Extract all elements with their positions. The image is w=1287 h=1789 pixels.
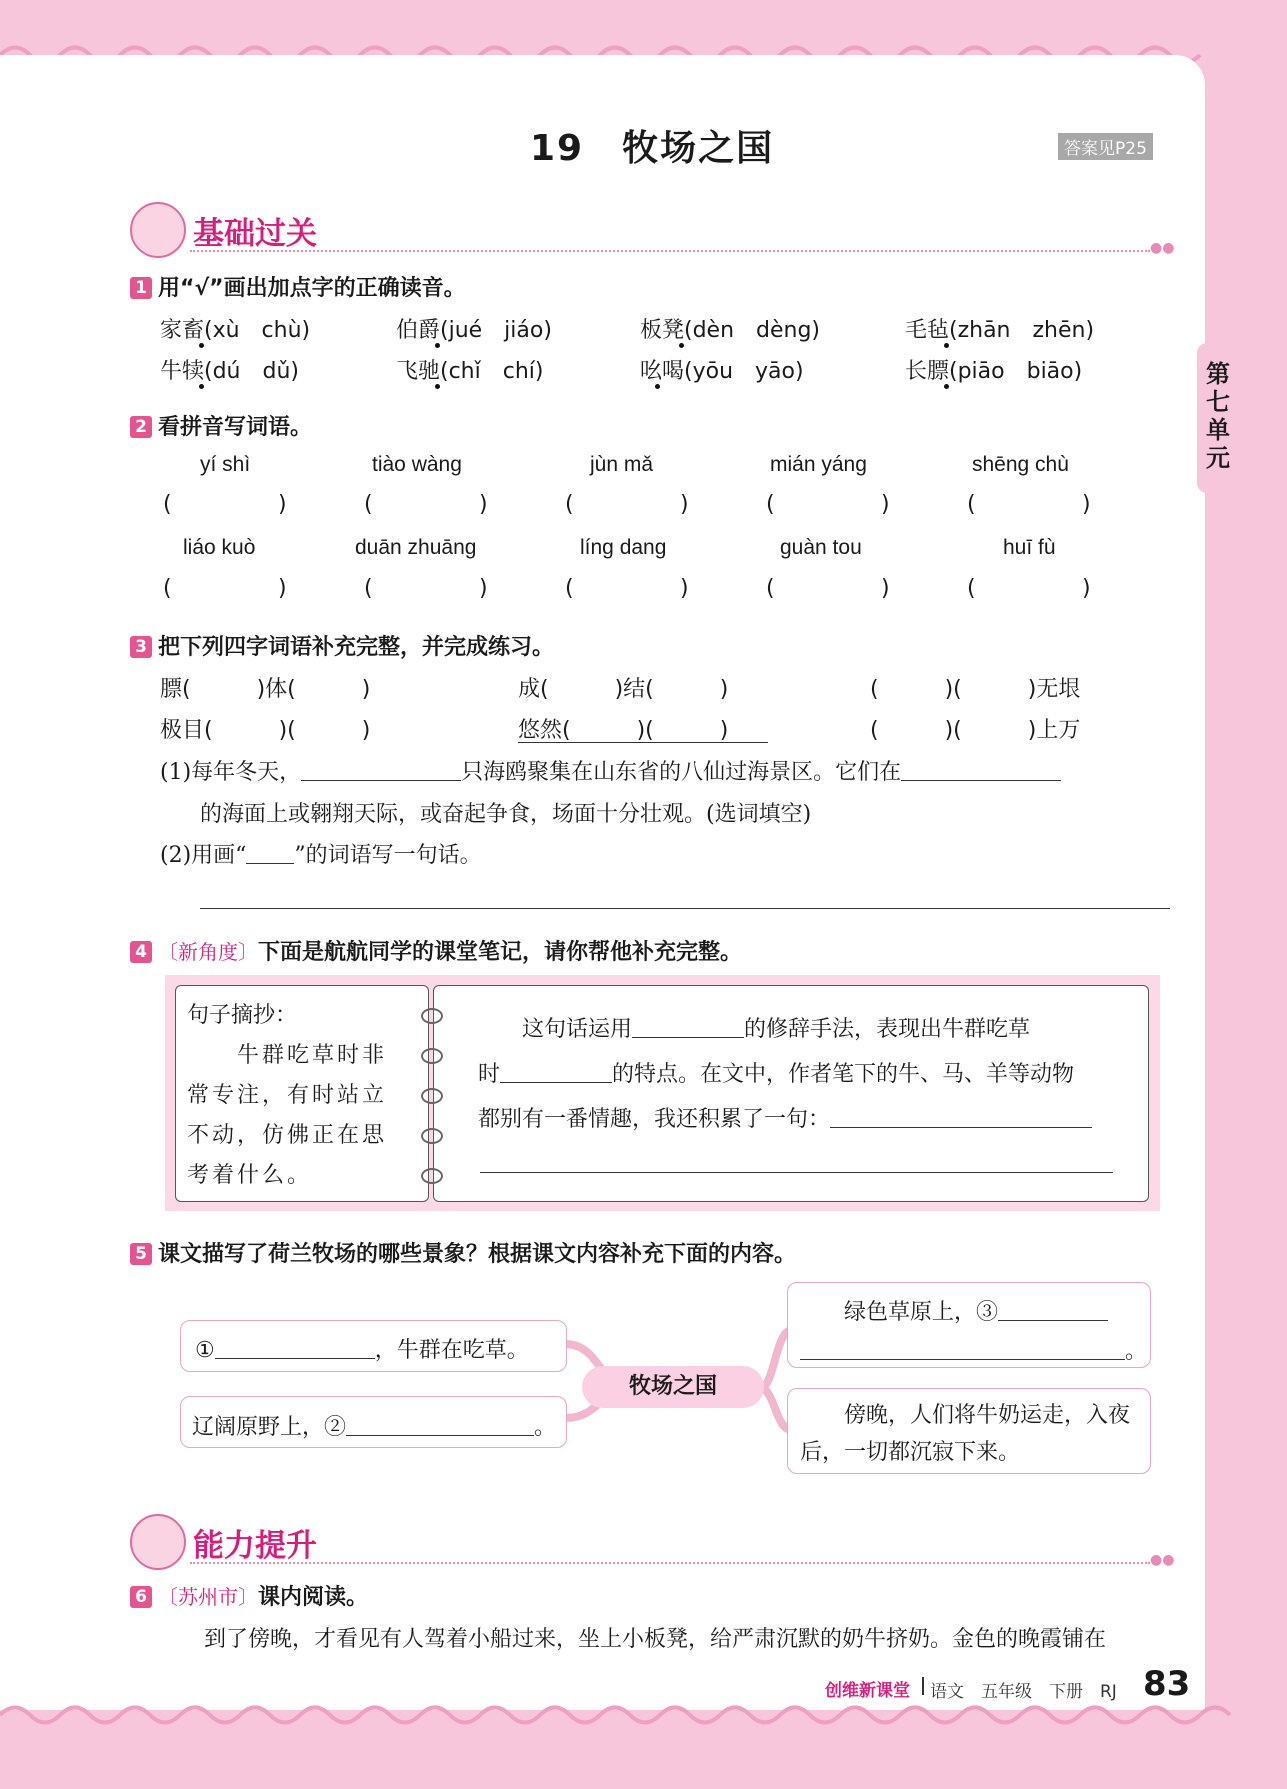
unit-side-tab-label: 第七单元 [1206, 360, 1230, 472]
question-5-prompt [130, 1237, 796, 1268]
mindmap-box-1-text [195, 1333, 529, 1364]
text: (2)用画“ [160, 843, 247, 868]
fill-blank[interactable] [346, 1415, 534, 1436]
q1-item: 长膘(piāo biāo) [905, 359, 1083, 384]
note-left-line: 常专注，有时站立 [187, 1083, 388, 1108]
answer-paren-close: ) [680, 576, 689, 601]
fill-blank[interactable] [246, 843, 294, 864]
answer-paren-open: ( [967, 492, 976, 517]
emphasis-dot [679, 343, 684, 348]
pinyin-label: huī fù [1003, 536, 1056, 559]
question-text: 下面是航航同学的课堂笔记，请你帮他补充完整。 [258, 940, 743, 965]
footer-brand: 创维新课堂 [825, 1681, 910, 1701]
idiom-blank: 膘( )体( ) [160, 677, 371, 702]
text: 绿色草原上，③ [800, 1300, 999, 1325]
q1-item: 板凳(dèn dèng) [640, 318, 821, 343]
fill-blank[interactable] [632, 1017, 744, 1038]
idiom-blank: ( )( )无垠 [870, 677, 1081, 702]
text: 只海鸥聚集在山东省的八仙过海景区。它们在 [461, 760, 902, 785]
mindmap-box-2-text [192, 1410, 556, 1441]
question-tag: 〔苏州市〕 [158, 1585, 258, 1609]
q1-item: 吆喝(yōu yāo) [640, 359, 804, 384]
question-number: 5 [130, 1243, 152, 1265]
answer-paren-close: ) [1082, 576, 1091, 601]
answer-paren-close: ) [479, 576, 488, 601]
note-left-line: 考着什么。 [187, 1163, 313, 1188]
note-right-line3 [478, 1102, 1092, 1133]
question-number: 4 [130, 941, 152, 963]
question-6-prompt [130, 1580, 368, 1611]
question-text: 用“√”画出加点字的正确读音。 [158, 276, 466, 301]
question-text: 把下列四字词语补充完整，并完成练习。 [158, 635, 555, 660]
emphasis-dot [655, 384, 660, 389]
question-3-prompt [130, 630, 554, 661]
question-text: 看拼音写词语。 [158, 415, 313, 440]
text: 。 [1125, 1339, 1148, 1364]
text: 都别有一番情趣，我还积累了一句： [478, 1107, 831, 1132]
text: (1)每年冬天， [160, 760, 302, 785]
fill-blank[interactable] [215, 1338, 375, 1359]
text: 这句话运用 [478, 1017, 633, 1042]
section-divider [190, 1562, 1150, 1564]
q1-item: 毛毡(zhān zhēn) [905, 318, 1095, 343]
answer-paren-open: ( [565, 492, 574, 517]
text: 时 [478, 1062, 501, 1087]
answer-paren-open: ( [967, 576, 976, 601]
note-left-title: 句子摘抄： [187, 1003, 298, 1028]
mindmap-box-4-text: 傍晚，人们将牛奶运走，入夜后，一切都沉寂下来。 [800, 1403, 1131, 1465]
fill-blank[interactable] [500, 1062, 612, 1083]
answer-paren-close: ) [1082, 492, 1091, 517]
fill-blank[interactable] [998, 1300, 1108, 1321]
idiom-blank: ( )( )上万 [870, 718, 1081, 743]
idiom-blank: 成( )结( ) [518, 677, 729, 702]
fill-blank[interactable] [901, 760, 1061, 781]
note-right-line2 [478, 1057, 1074, 1088]
note-left-line: 牛群吃草时非 [187, 1043, 388, 1068]
emphasis-dot [435, 343, 440, 348]
section-divider [190, 250, 1150, 252]
pinyin-label: jùn mǎ [590, 453, 654, 476]
pinyin-label: duān zhuāng [355, 536, 477, 559]
answer-paren-open: ( [364, 492, 373, 517]
binder-ring-icon [421, 1048, 443, 1064]
answer-paren-open: ( [766, 576, 775, 601]
note-left-line: 不动，仿佛正在思 [187, 1123, 388, 1148]
answer-paren-close: ) [881, 492, 890, 517]
fill-blank[interactable] [830, 1107, 1092, 1128]
answer-line[interactable] [480, 1172, 1113, 1173]
answer-paren-close: ) [680, 492, 689, 517]
footer-separator [922, 1677, 924, 1695]
q1-item: 牛犊(dú dǔ) [160, 359, 299, 384]
question-text: 课文描写了荷兰牧场的哪些景象？根据课文内容补充下面的内容。 [158, 1242, 797, 1267]
binder-ring-icon [421, 1088, 443, 1104]
q3-sub2 [160, 838, 482, 869]
divider-dots-icon: ●● [1150, 240, 1175, 256]
pinyin-label: mián yáng [770, 453, 867, 476]
question-number: 2 [130, 416, 152, 438]
pinyin-label: yí shì [200, 453, 251, 476]
q1-item: 飞驰(chǐ chí) [396, 359, 544, 384]
emphasis-dot [199, 343, 204, 348]
question-2-prompt [130, 410, 312, 441]
mindmap-center: 牧场之国 [582, 1366, 764, 1408]
fill-blank[interactable] [301, 760, 461, 781]
answer-paren-open: ( [565, 576, 574, 601]
q3-sub1-line1 [160, 755, 1061, 786]
answer-line[interactable] [200, 908, 1170, 909]
answer-paren-close: ) [278, 576, 287, 601]
emphasis-dot [199, 384, 204, 389]
answer-paren-close: ) [479, 492, 488, 517]
pinyin-label: tiào wàng [372, 453, 462, 476]
idiom-underline [518, 742, 768, 743]
text: ，牛群在吃草。 [374, 1338, 529, 1363]
pinyin-label: liáo kuò [183, 536, 256, 559]
answer-reference-badge: 答案见P25 [1058, 133, 1153, 160]
q1-item: 伯爵(jué jiáo) [396, 318, 552, 343]
pinyin-label: shēng chù [972, 453, 1069, 476]
fill-blank[interactable] [800, 1339, 1125, 1360]
pinyin-label: líng dang [580, 536, 667, 559]
text: 。 [534, 1415, 557, 1440]
binder-ring-icon [421, 1008, 443, 1024]
q3-sub1-line2: 的海面上或翱翔天际，或奋起争食，场面十分壮观。(选词填空) [200, 802, 812, 827]
mascot-icon [130, 1514, 186, 1570]
text: 的修辞手法，表现出牛群吃草 [744, 1017, 1031, 1042]
reading-passage: 到了傍晚，才看见有人驾着小船过来，坐上小板凳，给严肃沉默的奶牛挤奶。金色的晚霞铺在 [160, 1627, 1107, 1652]
answer-paren-open: ( [163, 492, 172, 517]
question-1-prompt [130, 271, 466, 302]
answer-paren-open: ( [163, 576, 172, 601]
answer-paren-open: ( [364, 576, 373, 601]
binder-ring-icon [421, 1168, 443, 1184]
page-number: 83 [1143, 1664, 1191, 1704]
question-tag: 〔新角度〕 [158, 940, 258, 964]
text: ① [195, 1338, 215, 1363]
idiom-blank-underlined: 悠然( )( ) [518, 718, 729, 743]
text: 的特点。在文中，作者笔下的牛、马、羊等动物 [612, 1062, 1075, 1087]
answer-paren-close: ) [278, 492, 287, 517]
question-4-prompt [130, 935, 742, 966]
bottom-wavy-border [0, 1700, 1240, 1730]
emphasis-dot [435, 384, 440, 389]
emphasis-dot [944, 343, 949, 348]
mindmap-box-3-line1 [800, 1295, 1108, 1326]
question-number: 3 [130, 636, 152, 658]
pinyin-label: guàn tou [780, 536, 862, 559]
idiom-blank: 极目( )( ) [160, 718, 371, 743]
answer-paren-open: ( [766, 492, 775, 517]
section-heading-ability: 能力提升 [193, 1528, 317, 1564]
question-number: 1 [130, 277, 152, 299]
footer-info: 语文 五年级 下册 RJ [930, 1682, 1117, 1702]
page-title: 19 牧场之国 [530, 128, 775, 169]
question-text: 课内阅读。 [258, 1585, 369, 1610]
text: ”的词语写一句话。 [294, 843, 482, 868]
mindmap-box-3-line2 [800, 1334, 1147, 1365]
question-number: 6 [130, 1586, 152, 1608]
mascot-icon [130, 202, 186, 258]
emphasis-dot [944, 384, 949, 389]
answer-paren-close: ) [881, 576, 890, 601]
divider-dots-icon: ●● [1150, 1552, 1175, 1568]
binder-ring-icon [421, 1128, 443, 1144]
section-heading-basic: 基础过关 [193, 216, 317, 252]
note-right-line1 [478, 1012, 1030, 1043]
text: 辽阔原野上，② [192, 1415, 347, 1440]
q1-item: 家畜(xù chù) [160, 318, 311, 343]
